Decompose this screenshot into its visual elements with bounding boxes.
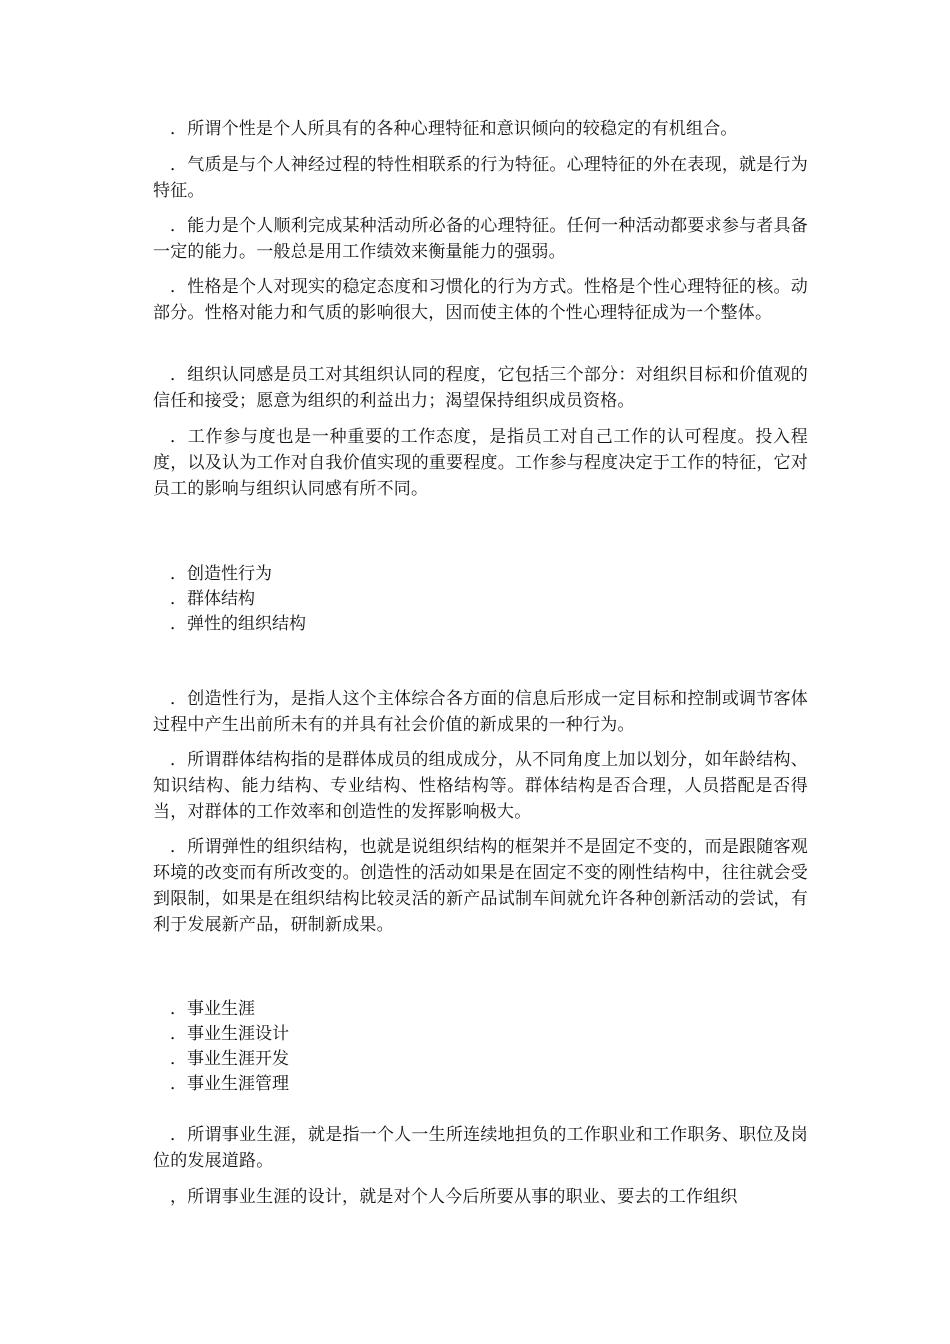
term-list-creativity (170, 562, 306, 637)
paragraph-career: ．所谓事业生涯，就是指一个人一生所连续地担负的工作职业和工作职务、职位及岗位的发展道路。 (153, 1125, 808, 1171)
list-item: ．事业生涯管理 (170, 1074, 289, 1094)
paragraph-personality: ．所谓个性是个人所具有的各种心理特征和意识倾向的较稳定的有机组合。 (170, 119, 738, 139)
paragraph-temperament: ．气质是与个人神经过程的特性相联系的行为特征。心理特征的外在表现，就是行为特征。 (153, 155, 808, 201)
paragraph-character: ．性格是个人对现实的稳定态度和习惯化的行为方式。性格是个性心理特征的核。动部分。性格对能力和气质的影响很大，因而使主体的个性心理特征成为一个整体。 (153, 277, 808, 323)
paragraph-flexible-structure: ．所谓弹性的组织结构，也就是说组织结构的框架并不是固定不变的，而是跟随客观环境的改变而有所改变的。创造性的活动如果是在固定不变的刚性结构中，往往就会受到限制，如果是在组织结构比较灵活的新产品试制车间就允许各种创新活动的尝试，有利于发展新产品，研制新成果。 (153, 837, 808, 935)
paragraph-creative-behavior: ．创造性行为，是指人这个主体综合各方面的信息后形成一定目标和控制或调节客体过程中产生出前所未有的并具有社会价值的新成果的一种行为。 (153, 689, 808, 735)
list-item: ．创造性行为 (170, 564, 272, 584)
paragraph-career-design: ，所谓事业生涯的设计，就是对个人今后所要从事的职业、要去的工作组织 (170, 1187, 738, 1207)
list-item: ．弹性的组织结构 (170, 614, 306, 634)
paragraph-group-structure: ．所谓群体结构指的是群体成员的组成成分，从不同角度上加以划分，如年龄结构、知识结构、能力结构、专业结构、性格结构等。群体结构是否合理，人员搭配是否得当，对群体的工作效率和创造性的发挥影响极大。 (153, 750, 808, 822)
list-item: ．事业生涯设计 (170, 1024, 289, 1044)
list-item: ．事业生涯 (170, 999, 255, 1019)
list-item: ．事业生涯开发 (170, 1049, 289, 1069)
list-item: ．群体结构 (170, 589, 255, 609)
paragraph-ability: ．能力是个人顺利完成某种活动所必备的心理特征。任何一种活动都要求参与者具备一定的能力。一般总是用工作绩效来衡量能力的强弱。 (153, 216, 808, 262)
paragraph-job-involvement: ．工作参与度也是一种重要的工作态度，是指员工对自己工作的认可程度。投入程度，以及认为工作对自我价值实现的重要程度。工作参与程度决定于工作的特征，它对员工的影响与组织认同感有所不同。 (153, 427, 808, 499)
paragraph-organizational-identification: ．组织认同感是员工对其组织认同的程度，它包括三个部分：对组织目标和价值观的信任和接受；愿意为组织的利益出力；渴望保持组织成员资格。 (153, 365, 808, 411)
term-list-career (170, 997, 289, 1097)
